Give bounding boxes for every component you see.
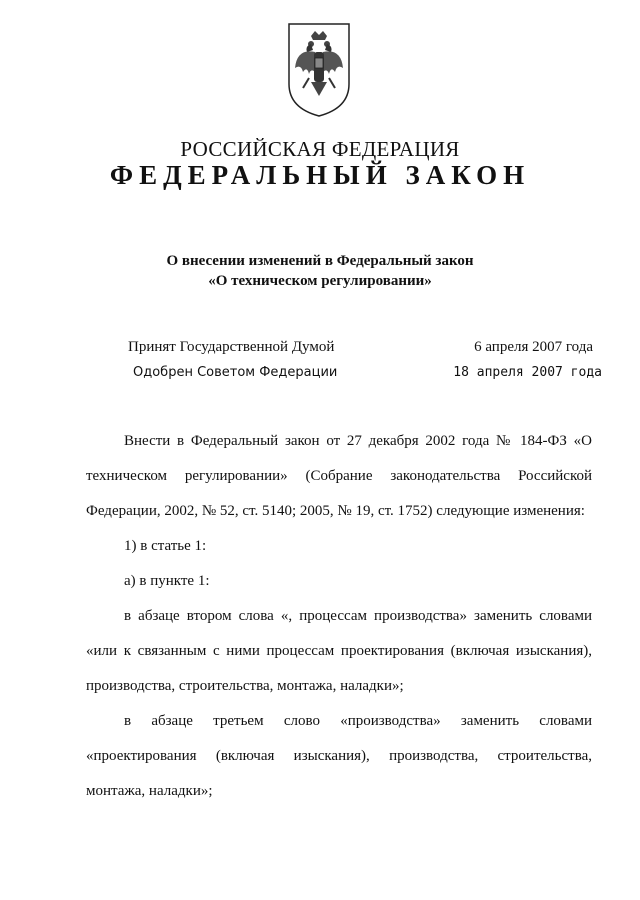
law-body [86,424,592,809]
document-type-heading: ФЕДЕРАЛЬНЫЙ ЗАКОН [109,160,531,190]
duma-adoption-label: Принят Государственной Думой [128,339,335,355]
body-paragraph: в абзаце третьем слово «производства» заменить словами «проектирования (включая изыскания), производства, строительства, монтажа, наладки»; [86,713,592,799]
law-title-line-1: О внесении изменений в Федеральный закон [166,253,474,269]
council-approval-date: 18 апреля 2007 года [453,365,602,380]
law-title-line-2: «О техническом регулировании» [208,273,432,289]
body-paragraph: 1) в статье 1: [124,538,207,554]
body-paragraph: Внести в Федеральный закон от 27 декабря 2002 года № 184-ФЗ «О техническом регулировании» (Собрание законодательства Российской Федерации, 2002, № 52, ст. 5140; 2005, № 19, ст. 1752) следующие изменения: [86,433,592,519]
body-paragraph: а) в пункте 1: [124,573,210,589]
coat-of-arms-emblem [287,22,351,118]
council-approval-label: Одобрен Советом Федерации [133,365,338,380]
body-paragraph: в абзаце втором слова «, процессам производства» заменить словами «или к связанным с ними процессам проектирования (включая изыскания), производства, строительства, монтажа, наладки»; [86,608,592,694]
duma-adoption-date: 6 апреля 2007 года [474,339,593,355]
country-heading: РОССИЙСКАЯ ФЕДЕРАЦИЯ [180,137,460,161]
